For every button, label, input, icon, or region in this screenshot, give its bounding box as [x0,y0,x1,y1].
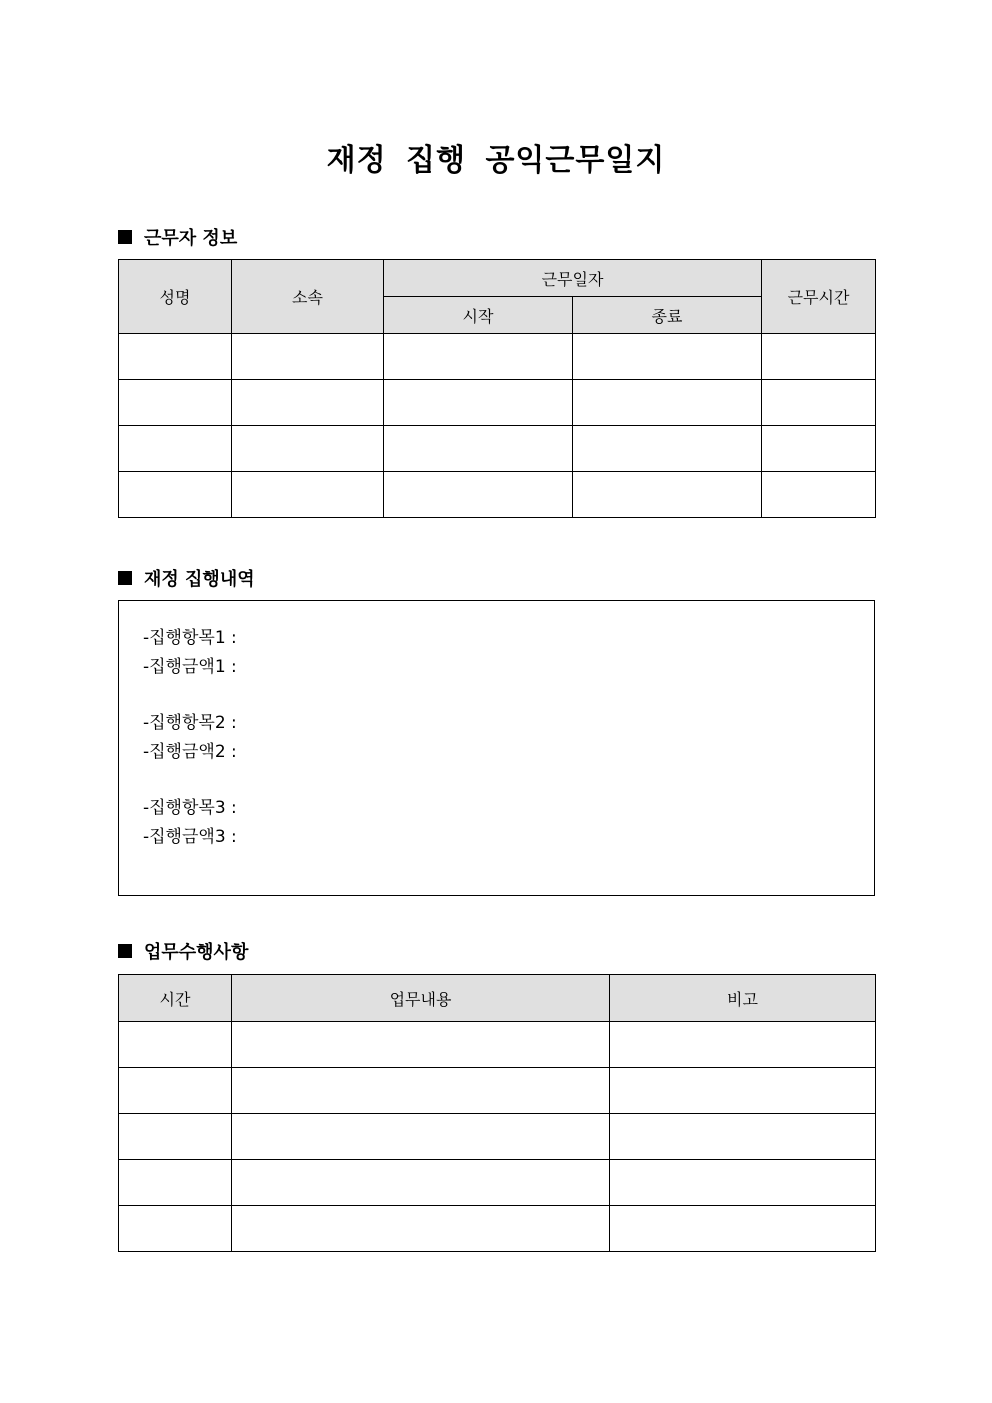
cell-end[interactable] [573,380,762,426]
worker-info-table [118,259,876,518]
duties-table [118,974,876,1252]
section-heading-label: 업무수행사항 [144,942,249,963]
table-row [119,1160,876,1206]
table-row [119,1206,876,1252]
cell-start[interactable] [384,334,573,380]
header-affiliation: 소속 [232,260,384,334]
cell-name[interactable] [119,334,232,380]
cell-time[interactable] [119,1160,232,1206]
cell-remarks[interactable] [610,1160,876,1206]
cell-content[interactable] [232,1022,610,1068]
cell-work-hours[interactable] [762,426,876,472]
section-heading-duties [118,938,248,964]
cell-affiliation[interactable] [232,380,384,426]
cell-affiliation[interactable] [232,472,384,518]
section-heading-execution [118,565,255,591]
header-content: 업무내용 [232,975,610,1022]
cell-remarks[interactable] [610,1206,876,1252]
cell-time[interactable] [119,1068,232,1114]
table-row [119,426,876,472]
cell-content[interactable] [232,1114,610,1160]
header-name: 성명 [119,260,232,334]
section-heading-label: 재정 집행내역 [144,569,255,590]
table-row [119,1022,876,1068]
square-bullet-icon [118,571,132,585]
cell-work-hours[interactable] [762,472,876,518]
page-title: 재정 집행 공익근무일지 [326,143,666,178]
cell-remarks[interactable] [610,1114,876,1160]
square-bullet-icon [118,944,132,958]
table-row [119,472,876,518]
cell-start[interactable] [384,472,573,518]
execution-details-box[interactable] [118,600,875,896]
cell-remarks[interactable] [610,1068,876,1114]
cell-time[interactable] [119,1114,232,1160]
cell-content[interactable] [232,1068,610,1114]
cell-content[interactable] [232,1160,610,1206]
cell-start[interactable] [384,426,573,472]
execution-amount-2: -집행금액2 : [143,742,237,762]
section-heading-worker-info [118,224,237,250]
execution-item-2: -집행항목2 : [143,713,237,733]
cell-content[interactable] [232,1206,610,1252]
cell-time[interactable] [119,1206,232,1252]
header-work-hours: 근무시간 [762,260,876,334]
header-remarks: 비고 [610,975,876,1022]
cell-work-hours[interactable] [762,334,876,380]
execution-amount-1: -집행금액1 : [143,657,237,677]
table-row [119,380,876,426]
cell-end[interactable] [573,334,762,380]
cell-affiliation[interactable] [232,334,384,380]
table-row [119,1068,876,1114]
cell-name[interactable] [119,426,232,472]
header-time: 시간 [119,975,232,1022]
cell-remarks[interactable] [610,1022,876,1068]
cell-name[interactable] [119,380,232,426]
header-start: 시작 [384,297,573,334]
cell-start[interactable] [384,380,573,426]
cell-work-hours[interactable] [762,380,876,426]
execution-amount-3: -집행금액3 : [143,827,237,847]
table-row [119,334,876,380]
execution-item-3: -집행항목3 : [143,798,237,818]
square-bullet-icon [118,230,132,244]
cell-affiliation[interactable] [232,426,384,472]
cell-name[interactable] [119,472,232,518]
section-heading-label: 근무자 정보 [144,228,238,249]
header-work-date: 근무일자 [384,260,762,297]
cell-end[interactable] [573,472,762,518]
cell-end[interactable] [573,426,762,472]
execution-item-1: -집행항목1 : [143,628,237,648]
header-end: 종료 [573,297,762,334]
cell-time[interactable] [119,1022,232,1068]
table-row [119,1114,876,1160]
